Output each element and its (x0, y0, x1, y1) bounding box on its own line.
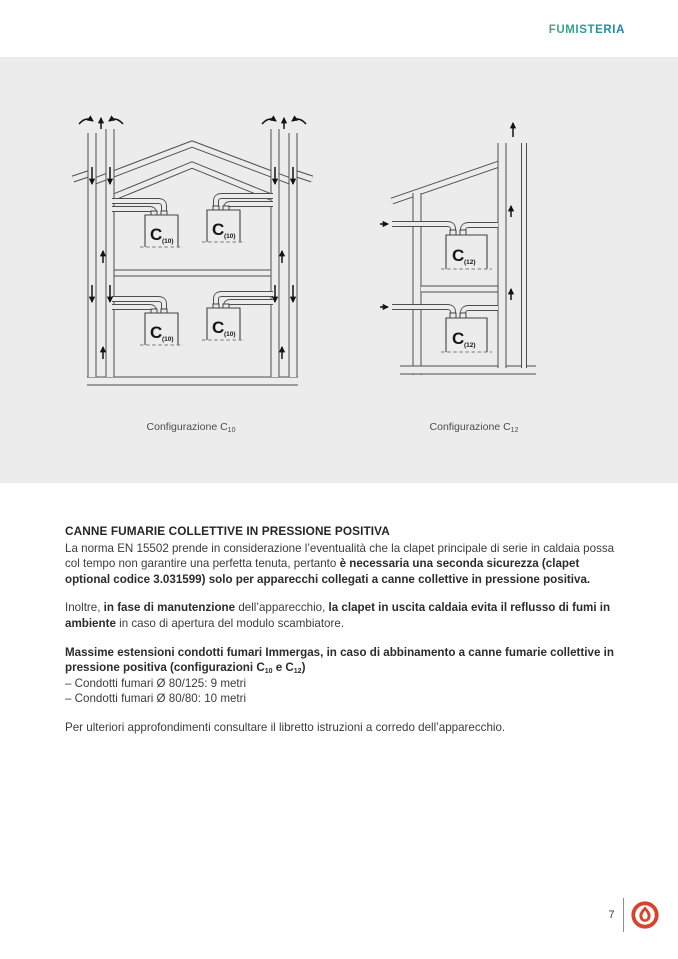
c12-diagram (378, 113, 545, 398)
boiler-label: C (212, 318, 225, 337)
c10-diagram (65, 113, 320, 398)
text-segment-bold: Massime estensioni condotti fumari Immergas, in caso di abbinamento a canne fumarie collettive in pressione positiva (configurazioni C (65, 645, 614, 675)
caption-text: Configurazione C (146, 421, 228, 433)
boiler-label-sub: (10) (162, 336, 174, 343)
boiler-label-sub: (10) (224, 331, 236, 338)
airflow-arrows (380, 123, 513, 307)
text-segment: Inoltre, (65, 601, 104, 615)
text-segment-bold: e C (272, 661, 294, 675)
figure-caption-c12 (374, 421, 574, 433)
body-copy (65, 524, 618, 749)
boiler-c10 (202, 304, 245, 340)
text-segment: in caso di apertura del modulo scambiatore. (115, 616, 345, 630)
boiler-c12 (441, 230, 492, 269)
text-segment: La norma EN 15502 prende in considerazione l’eventualità che la clapet principale di serie in caldaia possa col tempo non garantire una perfetta tenuta, pertanto (65, 541, 615, 571)
text-segment-bold: è necessaria una seconda sicurezza (clapet optional codice 3.031599) solo per apparecchi collegati a canne collettive in pressione positiva. (65, 557, 591, 586)
text-segment-bold: in fase di manutenzione (103, 601, 236, 615)
boiler-c10 (140, 309, 183, 345)
section-title: CANNE FUMARIE COLLETTIVE IN PRESSIONE POSITIVA (65, 524, 390, 538)
paragraph-norma (65, 541, 618, 588)
caption-sub: 10 (227, 427, 236, 434)
config-sub: 10 (264, 668, 273, 676)
boiler-label: C (150, 225, 163, 244)
figure-panel (0, 57, 678, 483)
paragraph-manutenzione (65, 600, 618, 631)
caption-sub: 12 (510, 427, 519, 434)
boiler-label: C (150, 323, 163, 342)
boiler-label: C (212, 220, 225, 239)
figure-caption-c10 (91, 421, 291, 433)
text-segment: dell’apparecchio, (235, 601, 329, 615)
paragraph-estensioni (65, 645, 618, 676)
boiler-label-sub: (10) (162, 238, 174, 245)
text-segment-bold: ) (301, 661, 306, 675)
caption-text: Configurazione C (429, 421, 511, 433)
section-header-fumisteria: FUMISTERIA (548, 24, 625, 36)
boiler-label-sub: (10) (224, 233, 236, 240)
boiler-c12 (441, 313, 492, 352)
flue-ducts (502, 143, 524, 368)
list-item-80-80: – Condotti fumari Ø 80/80: 10 metri (65, 692, 247, 706)
boiler-label: C (452, 246, 465, 265)
boiler-label-sub: (12) (464, 342, 476, 349)
boiler-c10 (202, 206, 245, 242)
boiler-label: C (452, 329, 465, 348)
config-sub: 12 (293, 668, 302, 676)
text-segment-bold: la clapet in uscita caldaia evita il reflusso di fumi in ambiente (65, 601, 611, 630)
page-number: 7 (608, 909, 615, 921)
list-item-80-125: – Condotti fumari Ø 80/125: 9 metri (65, 676, 247, 690)
connection-pipes (112, 196, 273, 315)
boiler-c10 (140, 211, 183, 247)
boiler-label-sub: (12) (464, 259, 476, 266)
paragraph-libretto: Per ulteriori approfondimenti consultare il libretto istruzioni a corredo dell’apparecchio. (65, 720, 506, 734)
footer-divider (623, 898, 624, 932)
immergas-flame-logo (630, 900, 660, 930)
page-footer (608, 896, 660, 934)
